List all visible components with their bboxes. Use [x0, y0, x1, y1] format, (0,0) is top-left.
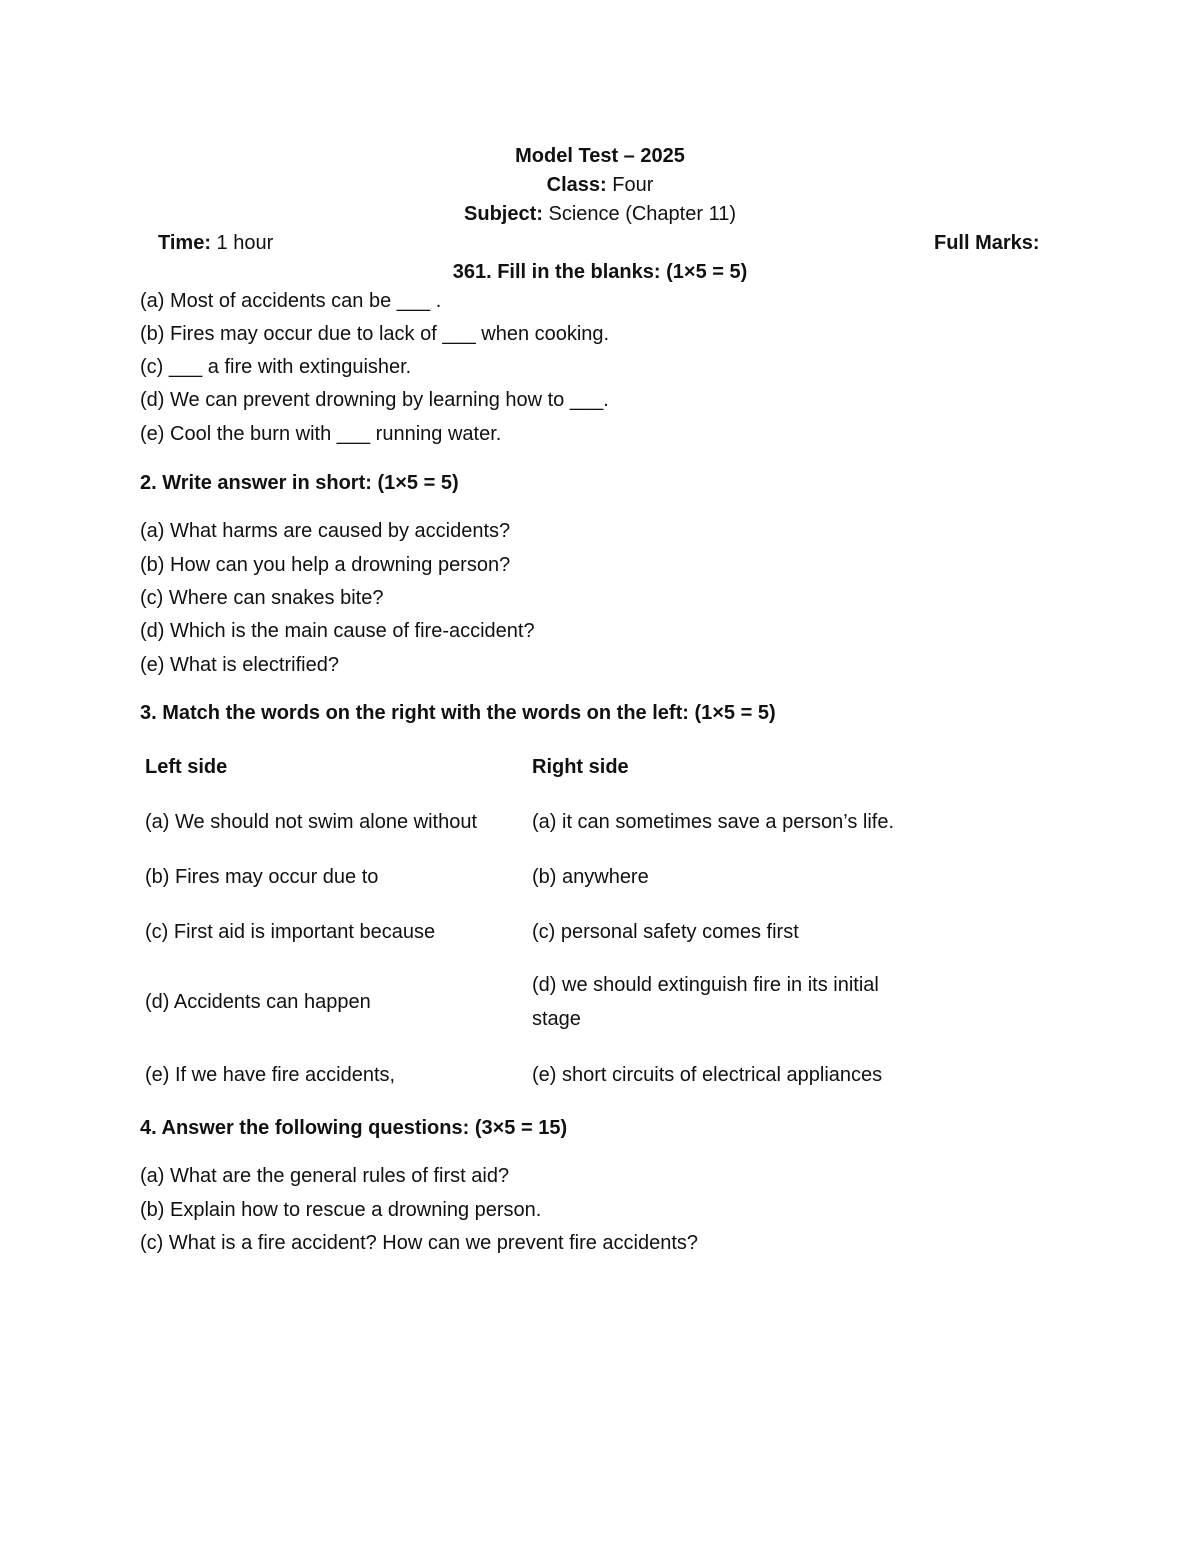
match-left-item: (a) We should not swim alone without — [145, 811, 478, 833]
time-value: 1 hour — [216, 232, 274, 254]
list-item: (d) Which is the main cause of fire-accident? — [140, 620, 535, 642]
section4-heading: 4. Answer the following questions: (3×5 = 15) — [140, 1117, 568, 1139]
list-item: (a) Most of accidents can be ___ . — [140, 290, 442, 312]
list-item: (a) What are the general rules of first aid? — [140, 1165, 510, 1187]
match-right-item: (b) anywhere — [532, 866, 649, 888]
class-value: Four — [612, 174, 654, 196]
match-left-item: (d) Accidents can happen — [145, 991, 371, 1013]
match-right-item: (a) it can sometimes save a person’s life. — [532, 811, 895, 833]
section2-heading: 2. Write answer in short: (1×5 = 5) — [140, 472, 459, 494]
match-left-item: (e) If we have fire accidents, — [145, 1064, 396, 1086]
list-item: (c) Where can snakes bite? — [140, 587, 384, 609]
section3-heading: 3. Match the words on the right with the words on the left: (1×5 = 5) — [140, 702, 776, 724]
list-item: (d) We can prevent drowning by learning how to ___. — [140, 389, 609, 411]
list-item: (c) What is a fire accident? How can we prevent fire accidents? — [140, 1232, 699, 1254]
time-label: Time: — [158, 232, 211, 254]
list-item: (b) How can you help a drowning person? — [140, 554, 511, 576]
class-label: Class: — [546, 174, 607, 196]
test-title: Model Test – 2025 — [515, 145, 685, 167]
match-right-item: (c) personal safety comes first — [532, 921, 799, 943]
match-right-item: (e) short circuits of electrical appliances — [532, 1064, 883, 1086]
time-line — [158, 229, 273, 257]
list-item: (e) Cool the burn with ___ running water. — [140, 423, 502, 445]
section1-heading: 361. Fill in the blanks: (1×5 = 5) — [452, 261, 748, 283]
match-right-item: (d) we should extinguish fire in its initial stage — [532, 974, 879, 1030]
match-left-item: (c) First aid is important because — [145, 921, 436, 943]
subject-line — [0, 200, 1200, 228]
match-left-item: (b) Fires may occur due to — [145, 866, 379, 888]
list-item: (a) What harms are caused by accidents? — [140, 520, 511, 542]
subject-value: Science (Chapter 11) — [548, 203, 736, 225]
right-side-header: Right side — [532, 756, 629, 778]
list-item: (c) ___ a fire with extinguisher. — [140, 356, 412, 378]
list-item: (b) Explain how to rescue a drowning person. — [140, 1199, 542, 1221]
list-item: (b) Fires may occur due to lack of ___ when cooking. — [140, 323, 610, 345]
left-side-header: Left side — [145, 756, 228, 778]
subject-label: Subject: — [464, 203, 543, 225]
list-item: (e) What is electrified? — [140, 654, 339, 676]
class-line — [0, 171, 1200, 199]
full-marks: Full Marks: — [934, 232, 1040, 254]
